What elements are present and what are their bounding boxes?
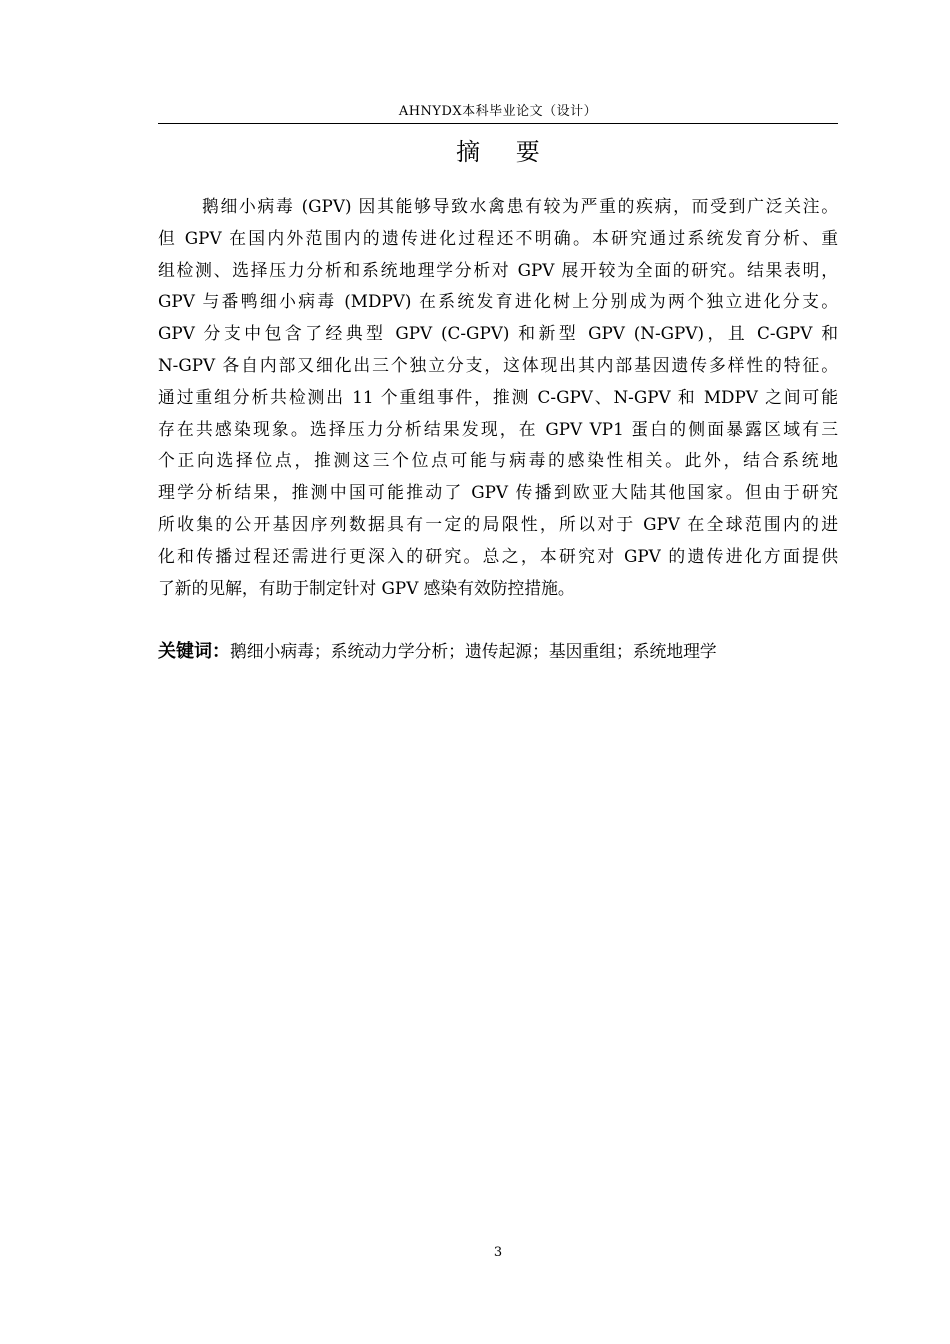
abstract-line: 鹅细小病毒 (GPV) 因其能够导致水禽患有较为严重的疾病，而受到广泛关注。 <box>202 196 838 216</box>
abstract-line: 了新的见解，有助于制定针对 GPV 感染有效防控措施。 <box>158 577 575 598</box>
header-rule <box>158 123 838 124</box>
abstract-paragraph <box>158 191 838 604</box>
abstract-line: 所收集的公开基因序列数据具有一定的局限性，所以对于 GPV 在全球范围内的进 <box>158 513 838 534</box>
running-header: AHNYDX本科毕业论文（设计） <box>398 104 598 119</box>
abstract-line: 个正向选择位点，推测这三个位点可能与病毒的感染性相关。此外，结合系统地 <box>158 450 838 471</box>
abstract-line: GPV 与番鸭细小病毒 (MDPV) 在系统发育进化树上分别成为两个独立进化分支。 <box>158 291 838 312</box>
abstract-line: N-GPV 各自内部又细化出三个独立分支，这体现出其内部基因遗传多样性的特征。 <box>158 354 838 375</box>
abstract-line: 理学分析结果，推测中国可能推动了 GPV 传播到欧亚大陆其他国家。但由于研究 <box>158 482 838 503</box>
section-title: 摘 要 <box>456 138 554 166</box>
abstract-line: 通过重组分析共检测出 11 个重组事件，推测 C-GPV、N-GPV 和 MDPV 之间可能 <box>158 386 838 407</box>
abstract-line: 化和传播过程还需进行更深入的研究。总之，本研究对 GPV 的遗传进化方面提供 <box>158 545 838 566</box>
abstract-line: 但 GPV 在国内外范围内的遗传进化过程还不明确。本研究通过系统发育分析、重 <box>158 227 838 248</box>
keywords-line <box>158 638 838 665</box>
keywords-label: 关键词： <box>158 641 230 662</box>
page-number: 3 <box>493 1245 503 1260</box>
abstract-line: 存在共感染现象。选择压力分析结果发现，在 GPV VP1 蛋白的侧面暴露区域有三 <box>158 418 838 439</box>
abstract-line: 组检测、选择压力分析和系统地理学分析对 GPV 展开较为全面的研究。结果表明， <box>158 259 838 280</box>
abstract-line: GPV 分支中包含了经典型 GPV (C-GPV) 和新型 GPV (N-GPV)，且 C-GPV 和 <box>158 323 838 344</box>
keywords-text: 鹅细小病毒；系统动力学分析；遗传起源；基因重组；系统地理学 <box>230 641 717 661</box>
